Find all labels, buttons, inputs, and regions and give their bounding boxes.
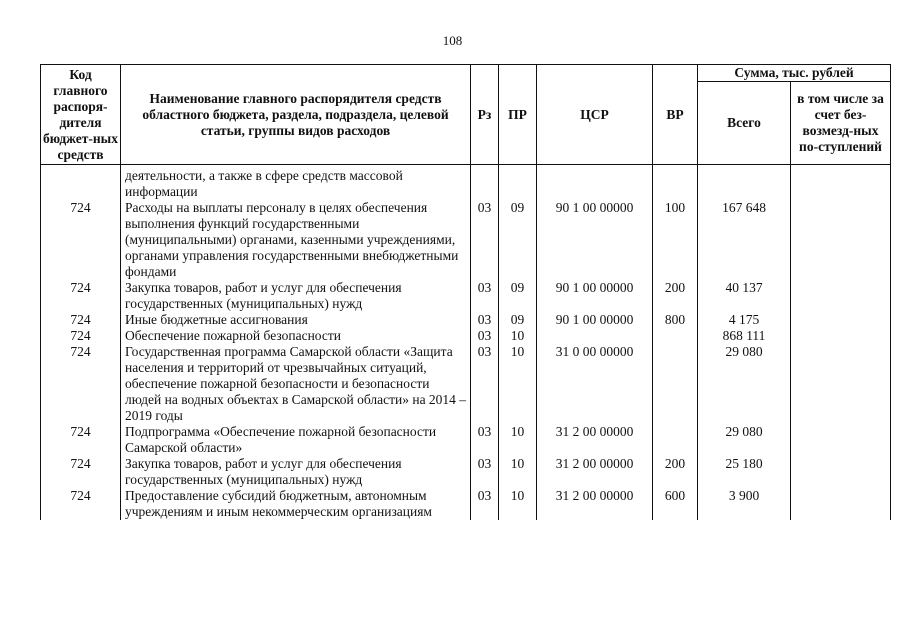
cell-code: 724 [41, 280, 121, 312]
cell-rz: 03 [471, 312, 499, 328]
cell-pr: 10 [499, 328, 537, 344]
cell-csr: 31 2 00 00000 [537, 456, 653, 488]
cell-name: Государственная программа Самарской области «Защита населения и территорий от чрезвычайных ситуаций, обеспечение пожарной безопасности и безопасности людей на водных объектах в Самарской области» на 2014 – 2019 годы [121, 344, 471, 424]
table-row [41, 200, 891, 280]
cell-free [791, 328, 891, 344]
cell-total: 868 111 [698, 328, 791, 344]
cell-pr: 10 [499, 424, 537, 456]
cell-pr: 10 [499, 344, 537, 424]
header-code: Код главного распоря-дителя бюджет-ных средств [41, 65, 121, 165]
cell-rz: 03 [471, 456, 499, 488]
header-sum: Сумма, тыс. рублей [698, 65, 891, 82]
cell-code: 724 [41, 312, 121, 328]
cell-free [791, 312, 891, 328]
cell-vr [653, 328, 698, 344]
cell-total: 40 137 [698, 280, 791, 312]
cell-rz: 03 [471, 344, 499, 424]
cell-free [791, 200, 891, 280]
header-name: Наименование главного распорядителя средств областного бюджета, раздела, подраздела, целевой статьи, группы видов расходов [121, 65, 471, 165]
cell-name: Иные бюджетные ассигнования [121, 312, 471, 328]
header-vr: ВР [653, 65, 698, 165]
cell-vr [653, 424, 698, 456]
cell-name: деятельности, а также в сфере средств массовой информации [121, 165, 471, 201]
cell-total: 167 648 [698, 200, 791, 280]
cell-code: 724 [41, 424, 121, 456]
cell-rz: 03 [471, 488, 499, 520]
cell-rz [471, 165, 499, 201]
table-row [41, 328, 891, 344]
cell-code [41, 165, 121, 201]
cell-csr [537, 328, 653, 344]
cell-total: 29 080 [698, 424, 791, 456]
cell-pr: 09 [499, 200, 537, 280]
cell-total: 25 180 [698, 456, 791, 488]
cell-free [791, 424, 891, 456]
cell-vr: 600 [653, 488, 698, 520]
cell-free [791, 488, 891, 520]
table-row [41, 312, 891, 328]
table-row [41, 456, 891, 488]
cell-rz: 03 [471, 328, 499, 344]
budget-table [40, 64, 891, 520]
cell-csr: 90 1 00 00000 [537, 200, 653, 280]
header-pr: ПР [499, 65, 537, 165]
header-rz: Рз [471, 65, 499, 165]
cell-total: 29 080 [698, 344, 791, 424]
table-row [41, 424, 891, 456]
cell-csr: 31 0 00 00000 [537, 344, 653, 424]
cell-pr: 10 [499, 456, 537, 488]
cell-csr: 31 2 00 00000 [537, 424, 653, 456]
cell-vr [653, 344, 698, 424]
cell-name: Предоставление субсидий бюджетным, автономным учреждениям и иным некоммерческим организациям [121, 488, 471, 520]
table-header [41, 65, 891, 165]
cell-name: Обеспечение пожарной безопасности [121, 328, 471, 344]
cell-name: Закупка товаров, работ и услуг для обеспечения государственных (муниципальных) нужд [121, 280, 471, 312]
cell-code: 724 [41, 456, 121, 488]
table-row [41, 280, 891, 312]
cell-csr: 31 2 00 00000 [537, 488, 653, 520]
cell-pr: 10 [499, 488, 537, 520]
cell-total [698, 165, 791, 201]
cell-csr: 90 1 00 00000 [537, 312, 653, 328]
table-row [41, 165, 891, 201]
cell-csr [537, 165, 653, 201]
table-body [41, 165, 891, 521]
cell-pr: 09 [499, 312, 537, 328]
cell-vr: 100 [653, 200, 698, 280]
cell-code: 724 [41, 488, 121, 520]
cell-pr [499, 165, 537, 201]
cell-free [791, 165, 891, 201]
cell-total: 3 900 [698, 488, 791, 520]
cell-vr: 800 [653, 312, 698, 328]
cell-csr: 90 1 00 00000 [537, 280, 653, 312]
table-row [41, 488, 891, 520]
cell-rz: 03 [471, 200, 499, 280]
cell-name: Подпрограмма «Обеспечение пожарной безопасности Самарской области» [121, 424, 471, 456]
table-row [41, 344, 891, 424]
cell-code: 724 [41, 344, 121, 424]
cell-code: 724 [41, 200, 121, 280]
cell-vr: 200 [653, 280, 698, 312]
header-total: Всего [698, 82, 791, 165]
header-free: в том числе за счет без-возмезд-ных по-ступлений [791, 82, 891, 165]
cell-free [791, 344, 891, 424]
cell-vr: 200 [653, 456, 698, 488]
page-number: 108 [442, 33, 463, 48]
cell-total: 4 175 [698, 312, 791, 328]
cell-code: 724 [41, 328, 121, 344]
cell-rz: 03 [471, 424, 499, 456]
cell-name: Закупка товаров, работ и услуг для обеспечения государственных (муниципальных) нужд [121, 456, 471, 488]
cell-name: Расходы на выплаты персоналу в целях обеспечения выполнения функций государственными (муниципальными) органами, казенными учреждениями, органами управления государственными внебюджетными фондами [121, 200, 471, 280]
cell-rz: 03 [471, 280, 499, 312]
cell-free [791, 456, 891, 488]
header-csr: ЦСР [537, 65, 653, 165]
cell-vr [653, 165, 698, 201]
cell-pr: 09 [499, 280, 537, 312]
cell-free [791, 280, 891, 312]
